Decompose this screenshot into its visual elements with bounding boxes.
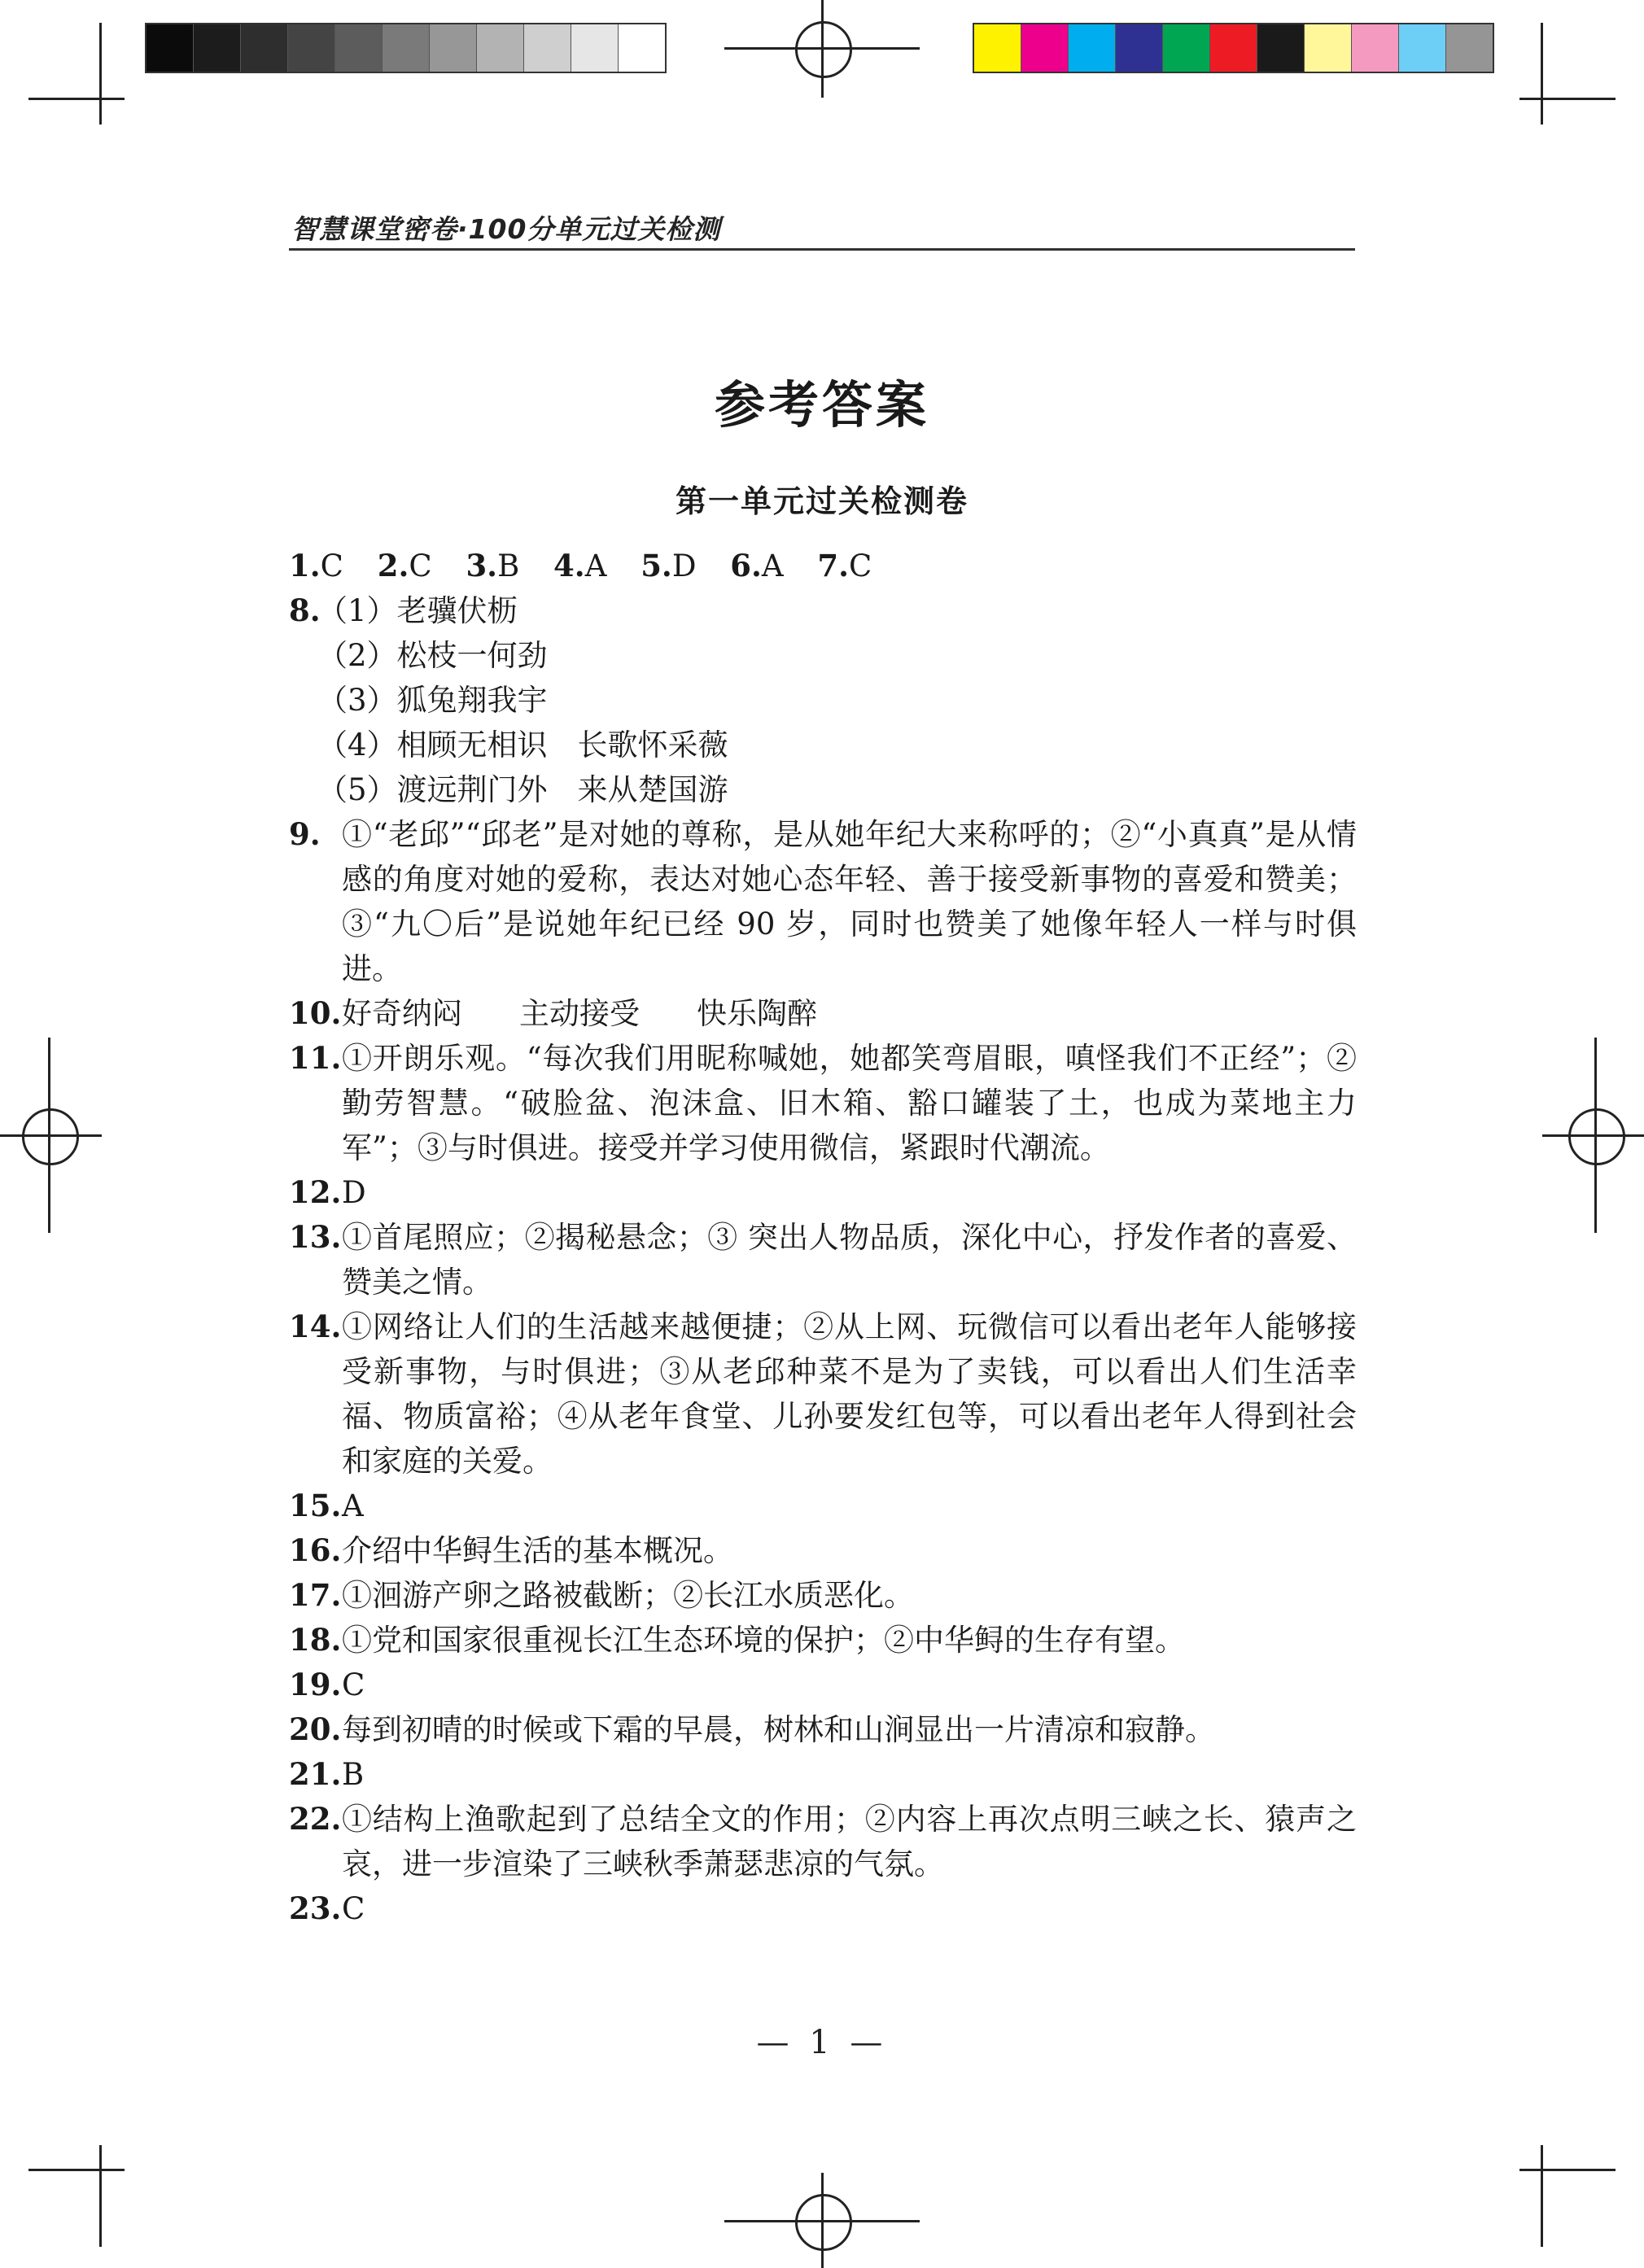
calibration-swatch (1163, 24, 1210, 72)
answer-text: ①“老邱”“邱老”是对她的尊称，是从她年纪大来称呼的；②“小真真”是从情感的角度对她的爱称，表达对她心态年轻、善于接受新事物的喜爱和赞美；③“九〇后”是说她年纪已经 90 岁，同时也赞美了她像年轻人一样与时俱进。 (342, 817, 1357, 986)
answer-text: ①洄游产卵之路被截断；②长江水质恶化。 (342, 1578, 914, 1613)
section-subtitle: 第一单元过关检测卷 (675, 483, 968, 519)
answer-number: 13. (289, 1219, 342, 1255)
answer-8-line: （1）老骥伏枥 (317, 593, 518, 628)
answer-number: 18. (289, 1622, 342, 1658)
answer-text: ①开朗乐观。“每次我们用昵称喊她，她都笑弯眉眼，嗔怪我们不正经”；②勤劳智慧。“破脸盆、泡沫盒、旧木箱、豁口罐装了土，也成为菜地主力军”；③与时俱进。接受并学习使用微信，紧跟时代潮流。 (342, 1041, 1357, 1165)
answer-number: 14. (289, 1309, 342, 1344)
answer-8-line: （5）渡远荆门外 来从楚国游 (317, 772, 728, 807)
mc-answer: 1.C (289, 548, 343, 583)
answer-text: B (342, 1757, 365, 1792)
answer-8-line: （3）狐兔翔我宇 (317, 683, 548, 718)
answer-number: 20. (289, 1711, 342, 1747)
color-calibration-strip (973, 23, 1494, 73)
mc-answer: 6.A (730, 548, 784, 583)
answer-text: C (342, 1891, 365, 1926)
running-head: 智慧课堂密卷·100分单元过关检测 (291, 213, 721, 245)
answer-10 (289, 991, 1357, 1036)
answer-text: ①首尾照应；②揭秘悬念；③ 突出人物品质，深化中心，抒发作者的喜爱、赞美之情。 (342, 1220, 1357, 1300)
answer-8 (289, 588, 1357, 812)
answer-12 (289, 1170, 1357, 1215)
answer-18 (289, 1618, 1357, 1663)
answer-22 (289, 1797, 1357, 1886)
calibration-swatch (1257, 24, 1305, 72)
answer-number: 22. (289, 1801, 342, 1837)
answer-number: 21. (289, 1756, 342, 1792)
calibration-swatch (146, 24, 194, 72)
answer-15 (289, 1484, 1357, 1528)
answer-8-line: （4）相顾无相识 长歌怀采薇 (317, 728, 728, 763)
calibration-swatch (571, 24, 619, 72)
answer-number: 12. (289, 1174, 342, 1210)
answer-number: 10. (289, 995, 342, 1031)
answer-row-mc (289, 544, 1357, 588)
calibration-swatch (1305, 24, 1352, 72)
answer-number: 23. (289, 1890, 342, 1926)
answer-text: ①结构上渔歌起到了总结全文的作用；②内容上再次点明三峡之长、猿声之哀，进一步渲染了三峡秋季萧瑟悲凉的气氛。 (342, 1802, 1357, 1881)
answer-text: ①网络让人们的生活越来越便捷；②从上网、玩微信可以看出老年人能够接受新事物，与时俱进；③从老邱种菜不是为了卖钱，可以看出人们生活幸福、物质富裕；④从老年食堂、儿孙要发红包等，可以看出老年人得到社会和家庭的关爱。 (342, 1309, 1357, 1479)
calibration-swatch (1021, 24, 1069, 72)
answer-19 (289, 1663, 1357, 1707)
calibration-swatch (1446, 24, 1493, 72)
page-title: 参考答案 (714, 375, 929, 435)
answer-text: ①党和国家很重视长江生态环境的保护；②中华鲟的生存有望。 (342, 1623, 1185, 1658)
calibration-swatch (194, 24, 241, 72)
answer-text: C (342, 1667, 365, 1702)
calibration-swatch (383, 24, 430, 72)
calibration-swatch (430, 24, 477, 72)
header-rule (289, 248, 1355, 251)
calibration-swatch (1352, 24, 1399, 72)
answer-number: 16. (289, 1532, 342, 1568)
answer-text: 介绍中华鲟生活的基本概况。 (342, 1533, 733, 1568)
calibration-swatch (1210, 24, 1257, 72)
answer-14 (289, 1304, 1357, 1484)
mc-answer: 2.C (377, 548, 432, 583)
answer-8-line: （2）松枝一何劲 (317, 638, 548, 673)
answer-17 (289, 1573, 1357, 1618)
answer-23 (289, 1886, 1357, 1931)
calibration-swatch (1399, 24, 1446, 72)
answer-text: A (342, 1488, 364, 1523)
answer-number: 17. (289, 1577, 342, 1613)
calibration-swatch (288, 24, 335, 72)
grayscale-calibration-strip (145, 23, 667, 73)
answer-11 (289, 1036, 1357, 1170)
answer-number: 15. (289, 1488, 342, 1523)
answer-9 (289, 812, 1357, 991)
calibration-swatch (335, 24, 383, 72)
answer-10-part: 好奇纳闷 (342, 996, 462, 1031)
calibration-swatch (619, 24, 665, 72)
answer-20 (289, 1707, 1357, 1752)
calibration-swatch (241, 24, 288, 72)
answer-21 (289, 1752, 1357, 1797)
answer-text: 每到初晴的时候或下霜的早晨，树林和山涧显出一片清凉和寂静。 (342, 1712, 1215, 1747)
page-number: — 1 — (756, 2024, 888, 2061)
mc-answer: 5.D (641, 548, 697, 583)
answer-text: D (342, 1175, 366, 1210)
calibration-swatch (974, 24, 1021, 72)
mc-answer: 7.C (817, 548, 872, 583)
answer-number: 9. (289, 816, 321, 852)
mc-answer: 3.B (466, 548, 520, 583)
calibration-swatch (477, 24, 524, 72)
calibration-swatch (1069, 24, 1116, 72)
answer-number: 11. (289, 1040, 342, 1076)
answer-13 (289, 1215, 1357, 1304)
answer-number: 19. (289, 1667, 342, 1702)
answer-10-part: 主动接受 (519, 996, 640, 1031)
mc-answer: 4.A (553, 548, 607, 583)
calibration-swatch (1116, 24, 1163, 72)
calibration-swatch (524, 24, 571, 72)
answer-10-part: 快乐陶醉 (697, 996, 817, 1031)
answer-number: 8. (289, 592, 321, 628)
answer-16 (289, 1528, 1357, 1573)
answer-list (289, 544, 1357, 1931)
